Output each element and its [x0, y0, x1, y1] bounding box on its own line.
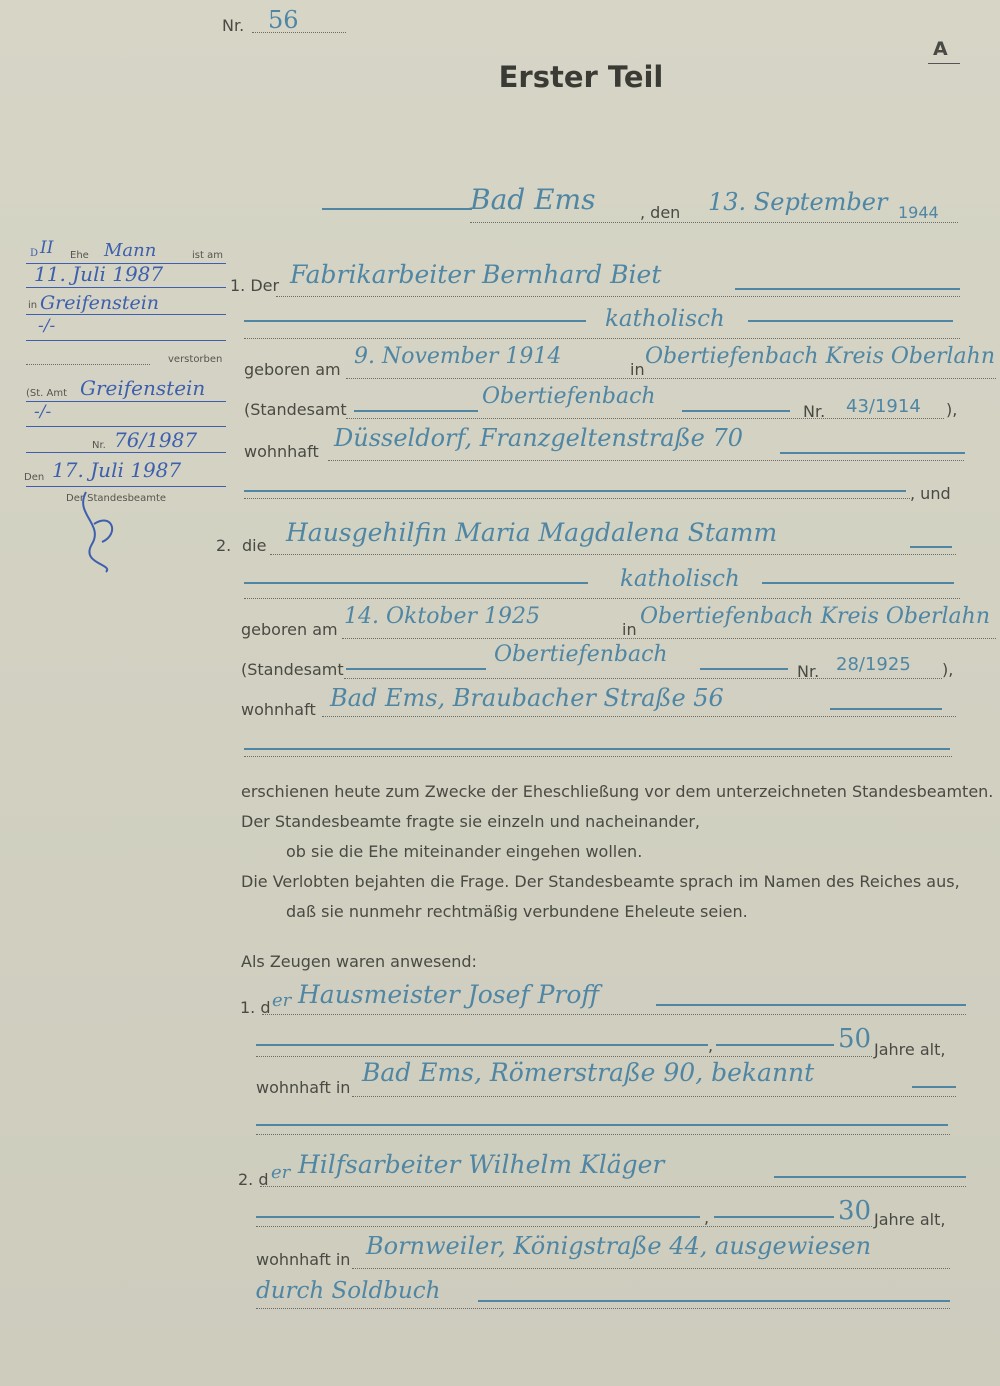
witness-1-article: er: [272, 990, 292, 1011]
bride-close: ),: [942, 660, 954, 679]
witness-2-residence-2: durch Soldbuch: [256, 1278, 441, 1304]
margin-place: Greifenstein: [40, 292, 160, 314]
groom-in-label: in: [630, 360, 645, 379]
margin-st-amt-value: Greifenstein: [80, 376, 206, 400]
witness-2-num: 2. d: [238, 1170, 269, 1189]
groom-born-label: geboren am: [244, 360, 341, 379]
margin-ehe-label: Ehe: [70, 250, 89, 261]
margin-nr-value: 76/1987: [114, 428, 198, 452]
register-nr-label: Nr.: [222, 16, 245, 35]
und-label: , und: [910, 484, 951, 503]
margin-signature: [64, 484, 144, 574]
groom-num: 1. Der: [230, 276, 280, 295]
witness-2-article: er: [271, 1162, 291, 1183]
witness-1-residence: Bad Ems, Römerstraße 90, bekannt: [362, 1058, 815, 1087]
margin-in-label: in: [28, 300, 38, 311]
bride-article: die: [242, 536, 267, 555]
marriage-place: Bad Ems: [470, 183, 596, 216]
groom-registry-nr: 43/1914: [846, 396, 921, 417]
witness-2-age: 30: [838, 1196, 872, 1226]
bride-registry-nr: 28/1925: [836, 654, 911, 675]
witness-1-name: Hausmeister Josef Proff: [298, 980, 600, 1009]
witness-2-name: Hilfsarbeiter Wilhelm Kläger: [298, 1150, 665, 1179]
witnesses-heading: Als Zeugen waren anwesend:: [241, 952, 477, 971]
margin-dash-2: -/-: [34, 402, 52, 422]
bride-religion: katholisch: [620, 566, 740, 592]
witness-2-residence: Bornweiler, Königstraße 44, ausgewiesen: [366, 1232, 872, 1260]
bride-nr-label: Nr.: [797, 662, 820, 681]
margin-d-label: D: [30, 248, 39, 259]
bride-in-label: in: [622, 620, 637, 639]
groom-religion: katholisch: [605, 306, 725, 332]
groom-occupation-name: Fabrikarbeiter Bernhard Biet: [290, 260, 662, 289]
bride-num: 2.: [216, 536, 232, 555]
groom-residence-label: wohnhaft: [244, 442, 319, 461]
den-label: , den: [640, 203, 681, 222]
groom-residence: Düsseldorf, Franzgeltenstraße 70: [334, 424, 744, 452]
bride-born-date: 14. Oktober 1925: [344, 604, 541, 629]
bride-residence-label: wohnhaft: [241, 700, 316, 719]
margin-dash-1: -/-: [38, 316, 56, 336]
bride-born-place: Obertiefenbach Kreis Oberlahn: [640, 604, 991, 629]
margin-ist-am: ist am: [192, 250, 223, 261]
groom-born-date: 9. November 1914: [354, 344, 562, 369]
page-title: Erster Teil: [498, 60, 664, 94]
margin-den-value: 17. Juli 1987: [52, 458, 182, 482]
margin-d-value: II: [40, 238, 54, 258]
body-line-1: erschienen heute zum Zwecke der Eheschließung vor dem unterzeichneten Standesbeamten.: [241, 782, 994, 801]
body-line-4: Die Verlobten bejahten die Frage. Der Standesbeamte sprach im Namen des Reiches aus,: [241, 872, 960, 891]
margin-verstorben: verstorben: [168, 354, 223, 365]
bride-registry-label: (Standesamt: [241, 660, 344, 679]
margin-st-amt: (St. Amt: [26, 388, 68, 399]
register-nr-value: 56: [268, 6, 299, 34]
witness-1-comma: ,: [708, 1036, 714, 1055]
bride-born-label: geboren am: [241, 620, 338, 639]
body-line-3: ob sie die Ehe miteinander eingehen wollen.: [286, 842, 643, 861]
bride-residence: Bad Ems, Braubacher Straße 56: [330, 684, 724, 712]
marriage-date: 13. September: [708, 188, 888, 216]
bride-occupation-name: Hausgehilfin Maria Magdalena Stamm: [286, 518, 778, 547]
marriage-year: 1944: [898, 203, 939, 222]
margin-date: 11. Juli 1987: [34, 262, 164, 286]
witness-1-age-label: Jahre alt,: [874, 1040, 946, 1059]
witness-1-age: 50: [838, 1024, 872, 1054]
margin-standesbeamte: Der Standesbeamte: [66, 493, 167, 504]
witness-2-residence-label: wohnhaft in: [256, 1250, 351, 1269]
bride-registry: Obertiefenbach: [494, 642, 668, 667]
witness-2-comma: ,: [704, 1208, 710, 1227]
groom-nr-label: Nr.: [803, 402, 826, 421]
groom-registry-label: (Standesamt: [244, 400, 347, 419]
margin-nr-label: Nr.: [92, 440, 106, 451]
witness-2-age-label: Jahre alt,: [874, 1210, 946, 1229]
margin-den-label: Den: [24, 472, 45, 483]
corner-letter: A: [933, 38, 948, 60]
witness-1-residence-label: wohnhaft in: [256, 1078, 351, 1097]
witness-1-num: 1. d: [240, 998, 271, 1017]
groom-close: ),: [946, 400, 958, 419]
body-line-5: daß sie nunmehr rechtmäßig verbundene Eheleute seien.: [286, 902, 748, 921]
margin-ehe-value: Mann: [104, 240, 157, 261]
body-line-2: Der Standesbeamte fragte sie einzeln und nacheinander,: [241, 812, 701, 831]
groom-born-place: Obertiefenbach Kreis Oberlahn: [645, 344, 996, 369]
groom-registry: Obertiefenbach: [482, 384, 656, 409]
